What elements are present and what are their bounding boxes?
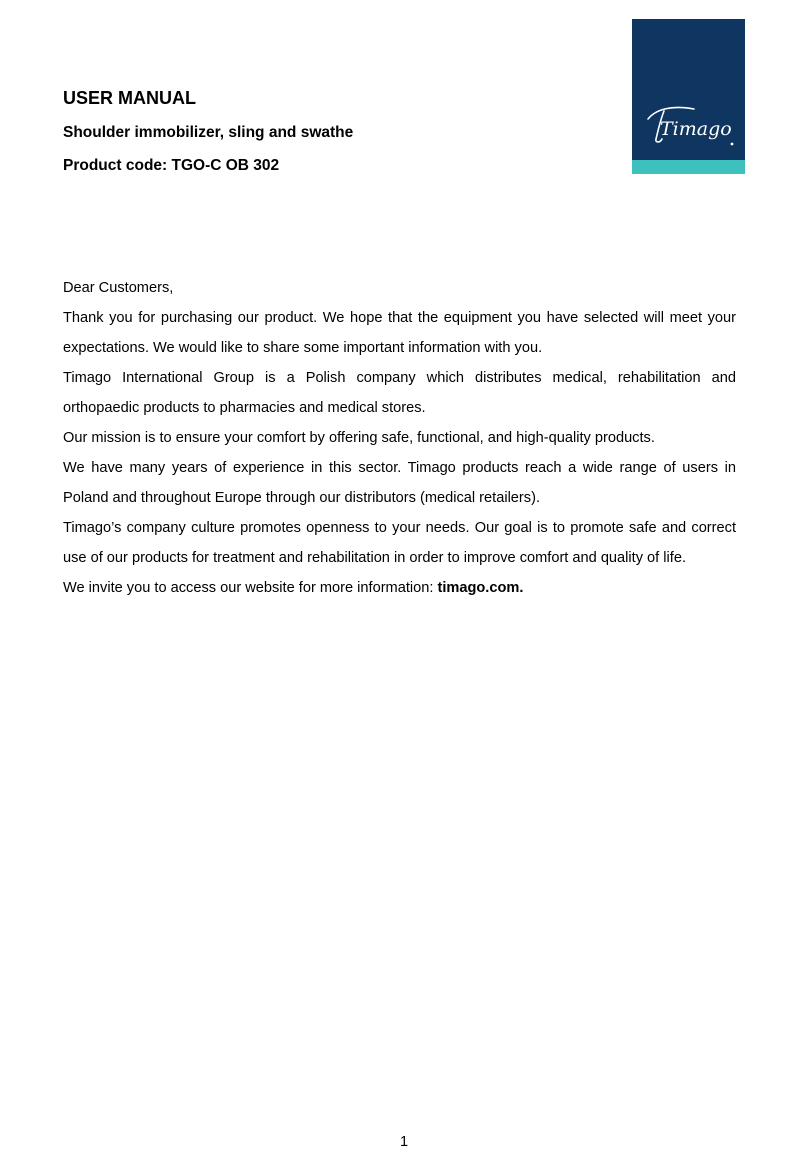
paragraph-mission: Our mission is to ensure your comfort by offering safe, functional, and high-quality products. <box>63 430 655 446</box>
logo-wordmark: Timago <box>660 118 732 140</box>
timago-logo <box>632 19 745 174</box>
heading-block <box>63 84 583 174</box>
document-subtitle: Shoulder immobilizer, sling and swathe <box>63 124 354 141</box>
greeting: Dear Customers, <box>63 280 174 296</box>
paragraph-thanks: Thank you for purchasing our product. We hope that the equipment you have selected will meet your expectations. We would like to share some important information with you. <box>63 310 736 356</box>
product-code: Product code: TGO-C OB 302 <box>63 157 280 174</box>
website-invitation: We invite you to access our website for more information: <box>63 580 438 596</box>
letter-body <box>63 273 736 603</box>
website-link[interactable]: timago.com. <box>437 580 524 596</box>
paragraph-website <box>63 573 736 603</box>
document-title: USER MANUAL <box>63 88 196 108</box>
paragraph-experience: We have many years of experience in this sector. Timago products reach a wide range of users in Poland and throughout Europe through our distributors (medical retailers). <box>63 460 736 506</box>
logo-stripe <box>632 160 745 174</box>
paragraph-culture: Timago’s company culture promotes openness to your needs. Our goal is to promote safe and correct use of our products for treatment and rehabilitation in order to improve comfort and quality of life. <box>63 520 736 566</box>
paragraph-company: Timago International Group is a Polish company which distributes medical, rehabilitation and orthopaedic products to pharmacies and medical stores. <box>63 370 736 416</box>
page-number: 1 <box>399 1134 409 1150</box>
